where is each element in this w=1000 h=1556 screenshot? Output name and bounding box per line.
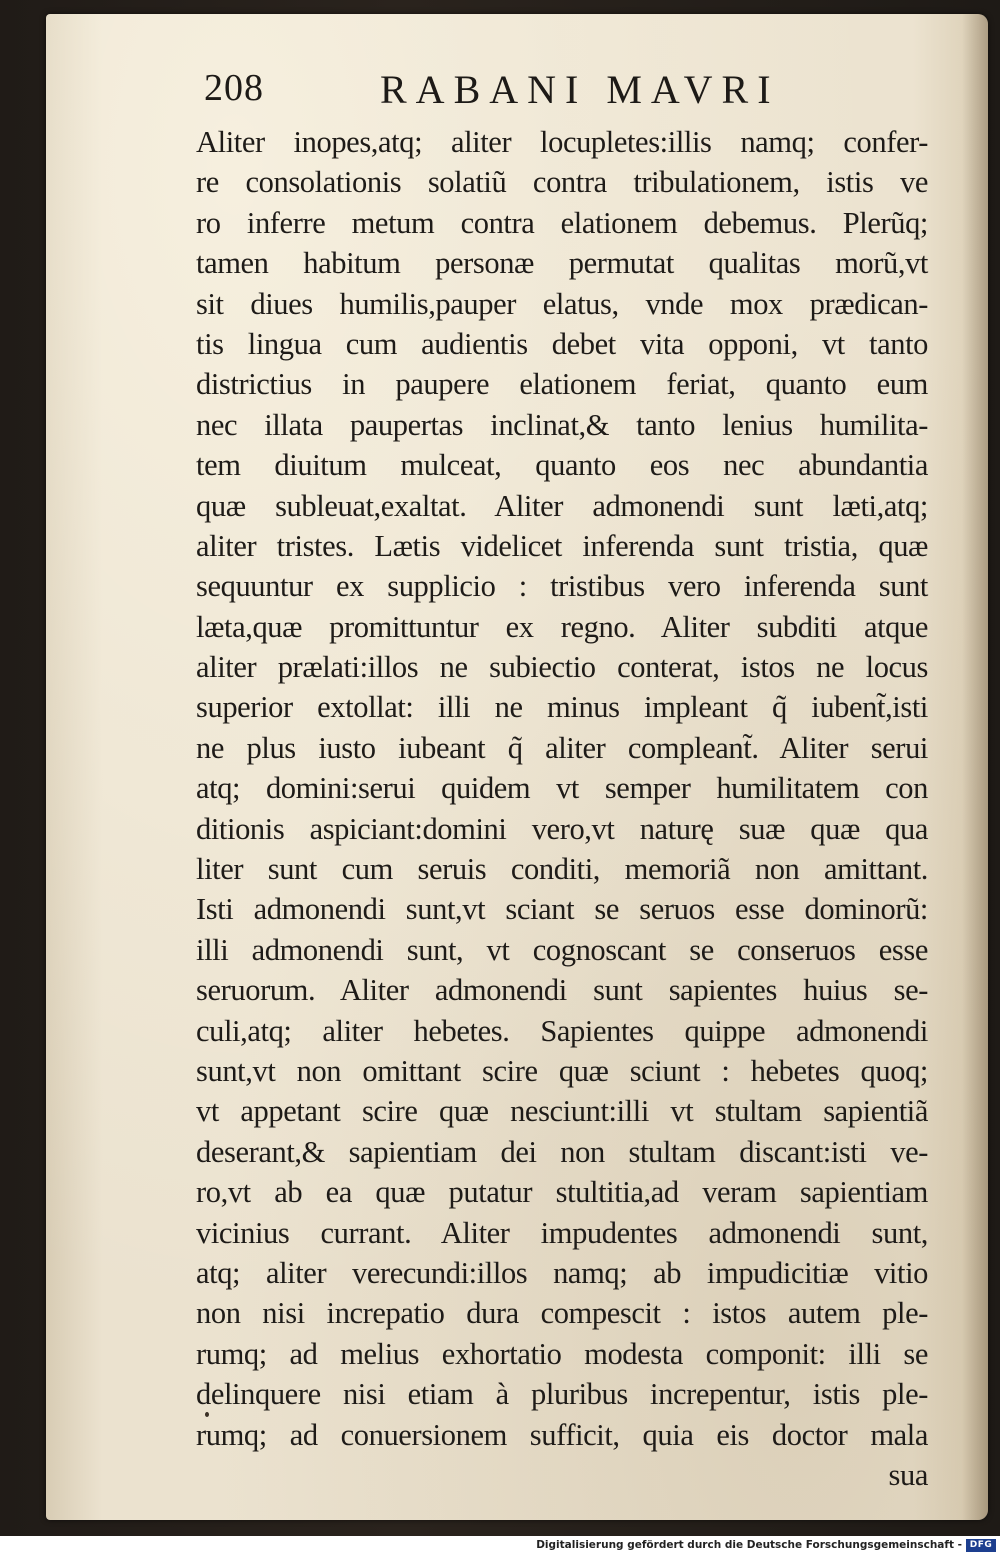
text-line: rumq; ad conuersionem sufficit, quia eis doctor mala — [196, 1417, 928, 1452]
page-header — [204, 62, 864, 118]
text-line: aliter tristes. Lætis videlicet inferenda sunt tristia, quæ — [196, 528, 928, 563]
text-line: ro inferre metum contra elationem debemus. Plerũq; — [196, 205, 928, 240]
text-line: quæ subleuat,exaltat. Aliter admonendi sunt læti,atq; — [196, 488, 928, 523]
text-line: illi admonendi sunt, vt cognoscant se conseruos esse — [196, 932, 928, 967]
funding-credit: Digitalisierung gefördert durch die Deutsche Forschungsgemeinschaft - — [536, 1539, 962, 1551]
text-line: ro,vt ab ea quæ putatur stultitia,ad veram sapientiam — [196, 1175, 928, 1210]
text-line: sunt,vt non omittant scire quæ sciunt : hebetes quoq; — [196, 1053, 928, 1088]
text-line: Isti admonendi sunt,vt sciant se seruos esse dominorũ: — [196, 892, 928, 927]
ink-speck — [205, 1412, 209, 1417]
footer-bar — [0, 1536, 1000, 1556]
dfg-logo-icon: DFG — [966, 1539, 996, 1552]
text-line: re consolationis solatiũ contra tribulationem, istis ve — [196, 165, 928, 200]
body-text — [196, 122, 928, 1495]
text-line: tis lingua cum audientis debet vita opponi, vt tanto — [196, 326, 928, 361]
text-line: atq; aliter verecundi:illos namq; ab impudicitiæ vitio — [196, 1255, 928, 1290]
text-line: ditionis aspiciant:domini vero,vt naturę suæ quæ qua — [196, 811, 928, 846]
text-line: Aliter inopes,atq; aliter locupletes:illis namq; confer- — [196, 125, 928, 159]
text-line: deserant,& sapientiam dei non stultam discant:isti ve- — [196, 1134, 928, 1169]
text-line: liter sunt cum seruis conditi, memoriã non amittant. — [196, 852, 928, 887]
text-line: læta,quæ promittuntur ex regno. Aliter subditi atque — [196, 609, 928, 644]
page-edge-shadow — [962, 14, 988, 1520]
text-line: atq; domini:serui quidem vt semper humilitatem con — [196, 771, 928, 806]
page-number: 208 — [204, 67, 264, 109]
text-line: superior extollat: illi ne minus impleant q̃ iubent̃,isti — [196, 690, 928, 725]
text-line: non nisi increpatio dura compescit : istos autem ple- — [196, 1296, 928, 1331]
running-head: RABANI MAVRI — [380, 67, 780, 112]
text-line: aliter prælati:illos ne subiectio conterat, istos ne locus — [196, 650, 928, 685]
text-line: seruorum. Aliter admonendi sunt sapientes huius se- — [196, 973, 928, 1008]
text-line: tem diuitum mulceat, quanto eos nec abundantia — [196, 448, 928, 483]
text-line: nec illata paupertas inclinat,& tanto lenius humilita- — [196, 407, 928, 442]
text-line: vt appetant scire quæ nesciunt:illi vt stultam sapientiã — [196, 1094, 928, 1129]
text-line: ne plus iusto iubeant q̃ aliter compleant̃. Aliter serui — [196, 730, 928, 765]
text-line: sequuntur ex supplicio : tristibus vero inferenda sunt — [196, 569, 928, 604]
text-line: districtius in paupere elationem feriat, quanto eum — [196, 367, 928, 402]
text-line: vicinius currant. Aliter impudentes admonendi sunt, — [196, 1215, 928, 1250]
text-line: delinquere nisi etiam à pluribus increpentur, istis ple- — [196, 1377, 928, 1412]
catchword: sua — [888, 1457, 928, 1492]
text-line: tamen habitum personæ permutat qualitas morũ,vt — [196, 246, 928, 281]
text-line: culi,atq; aliter hebetes. Sapientes quippe admonendi — [196, 1013, 928, 1048]
text-line: rumq; ad melius exhortatio modesta componit: illi se — [196, 1336, 928, 1371]
text-line: sit diues humilis,pauper elatus, vnde mox prædican- — [196, 286, 928, 321]
